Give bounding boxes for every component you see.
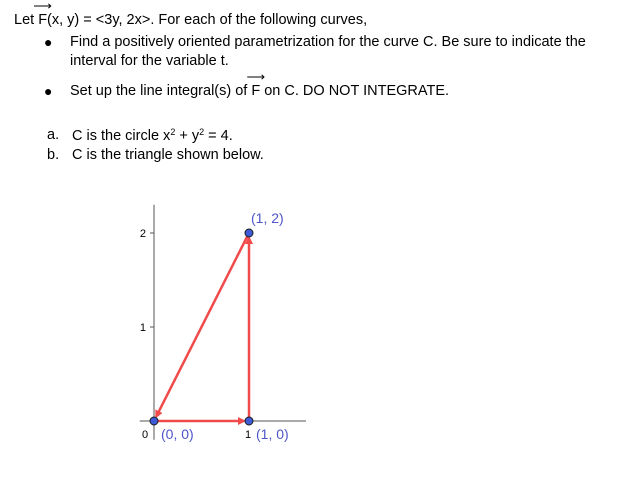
vertex-label: (1, 2) [251, 210, 284, 226]
vertex-point [245, 229, 253, 237]
part-b-text: C is the triangle shown below. [72, 147, 264, 163]
part-a-text: C is the circle $x^2 + y^2 = 4$. [72, 127, 233, 144]
part-a-label: a. [47, 127, 60, 143]
bullet-1-line-2: interval for the variable t. [70, 53, 229, 69]
vertex-label: (0, 0) [161, 426, 194, 442]
part-b-label: b. [47, 147, 60, 163]
vertex-label: (1, 0) [256, 426, 289, 442]
intro-prefix: Let [14, 12, 39, 28]
vector-arrow-icon: ⟶ [246, 69, 266, 84]
x-tick-label: 0 [142, 429, 149, 441]
bullet-2-line: Set up the line integral(s) of ⟶ F on C. DO NOT INTEGRATE. [70, 69, 450, 99]
x-tick-label: 1 [245, 429, 252, 441]
vector-f: ⟶ F [33, 0, 52, 28]
y-tick-label: 1 [139, 322, 146, 334]
vertex-point [245, 417, 253, 425]
field-definition: (x, y) = <3y, 2x>. For each of the following curves, [47, 12, 368, 28]
y-tick-label: 2 [139, 228, 146, 240]
bullet-1-line-1: Find a positively oriented parametrization for the curve C. Be sure to indicate the [70, 34, 586, 50]
bullet-dot-icon: ● [44, 34, 53, 50]
bullet-dot-icon: ● [44, 83, 53, 99]
vector-arrow-icon: ⟶ [33, 0, 52, 13]
vertex-point [150, 417, 158, 425]
triangle-edge [156, 233, 249, 417]
vector-f: ⟶ F [246, 69, 266, 99]
